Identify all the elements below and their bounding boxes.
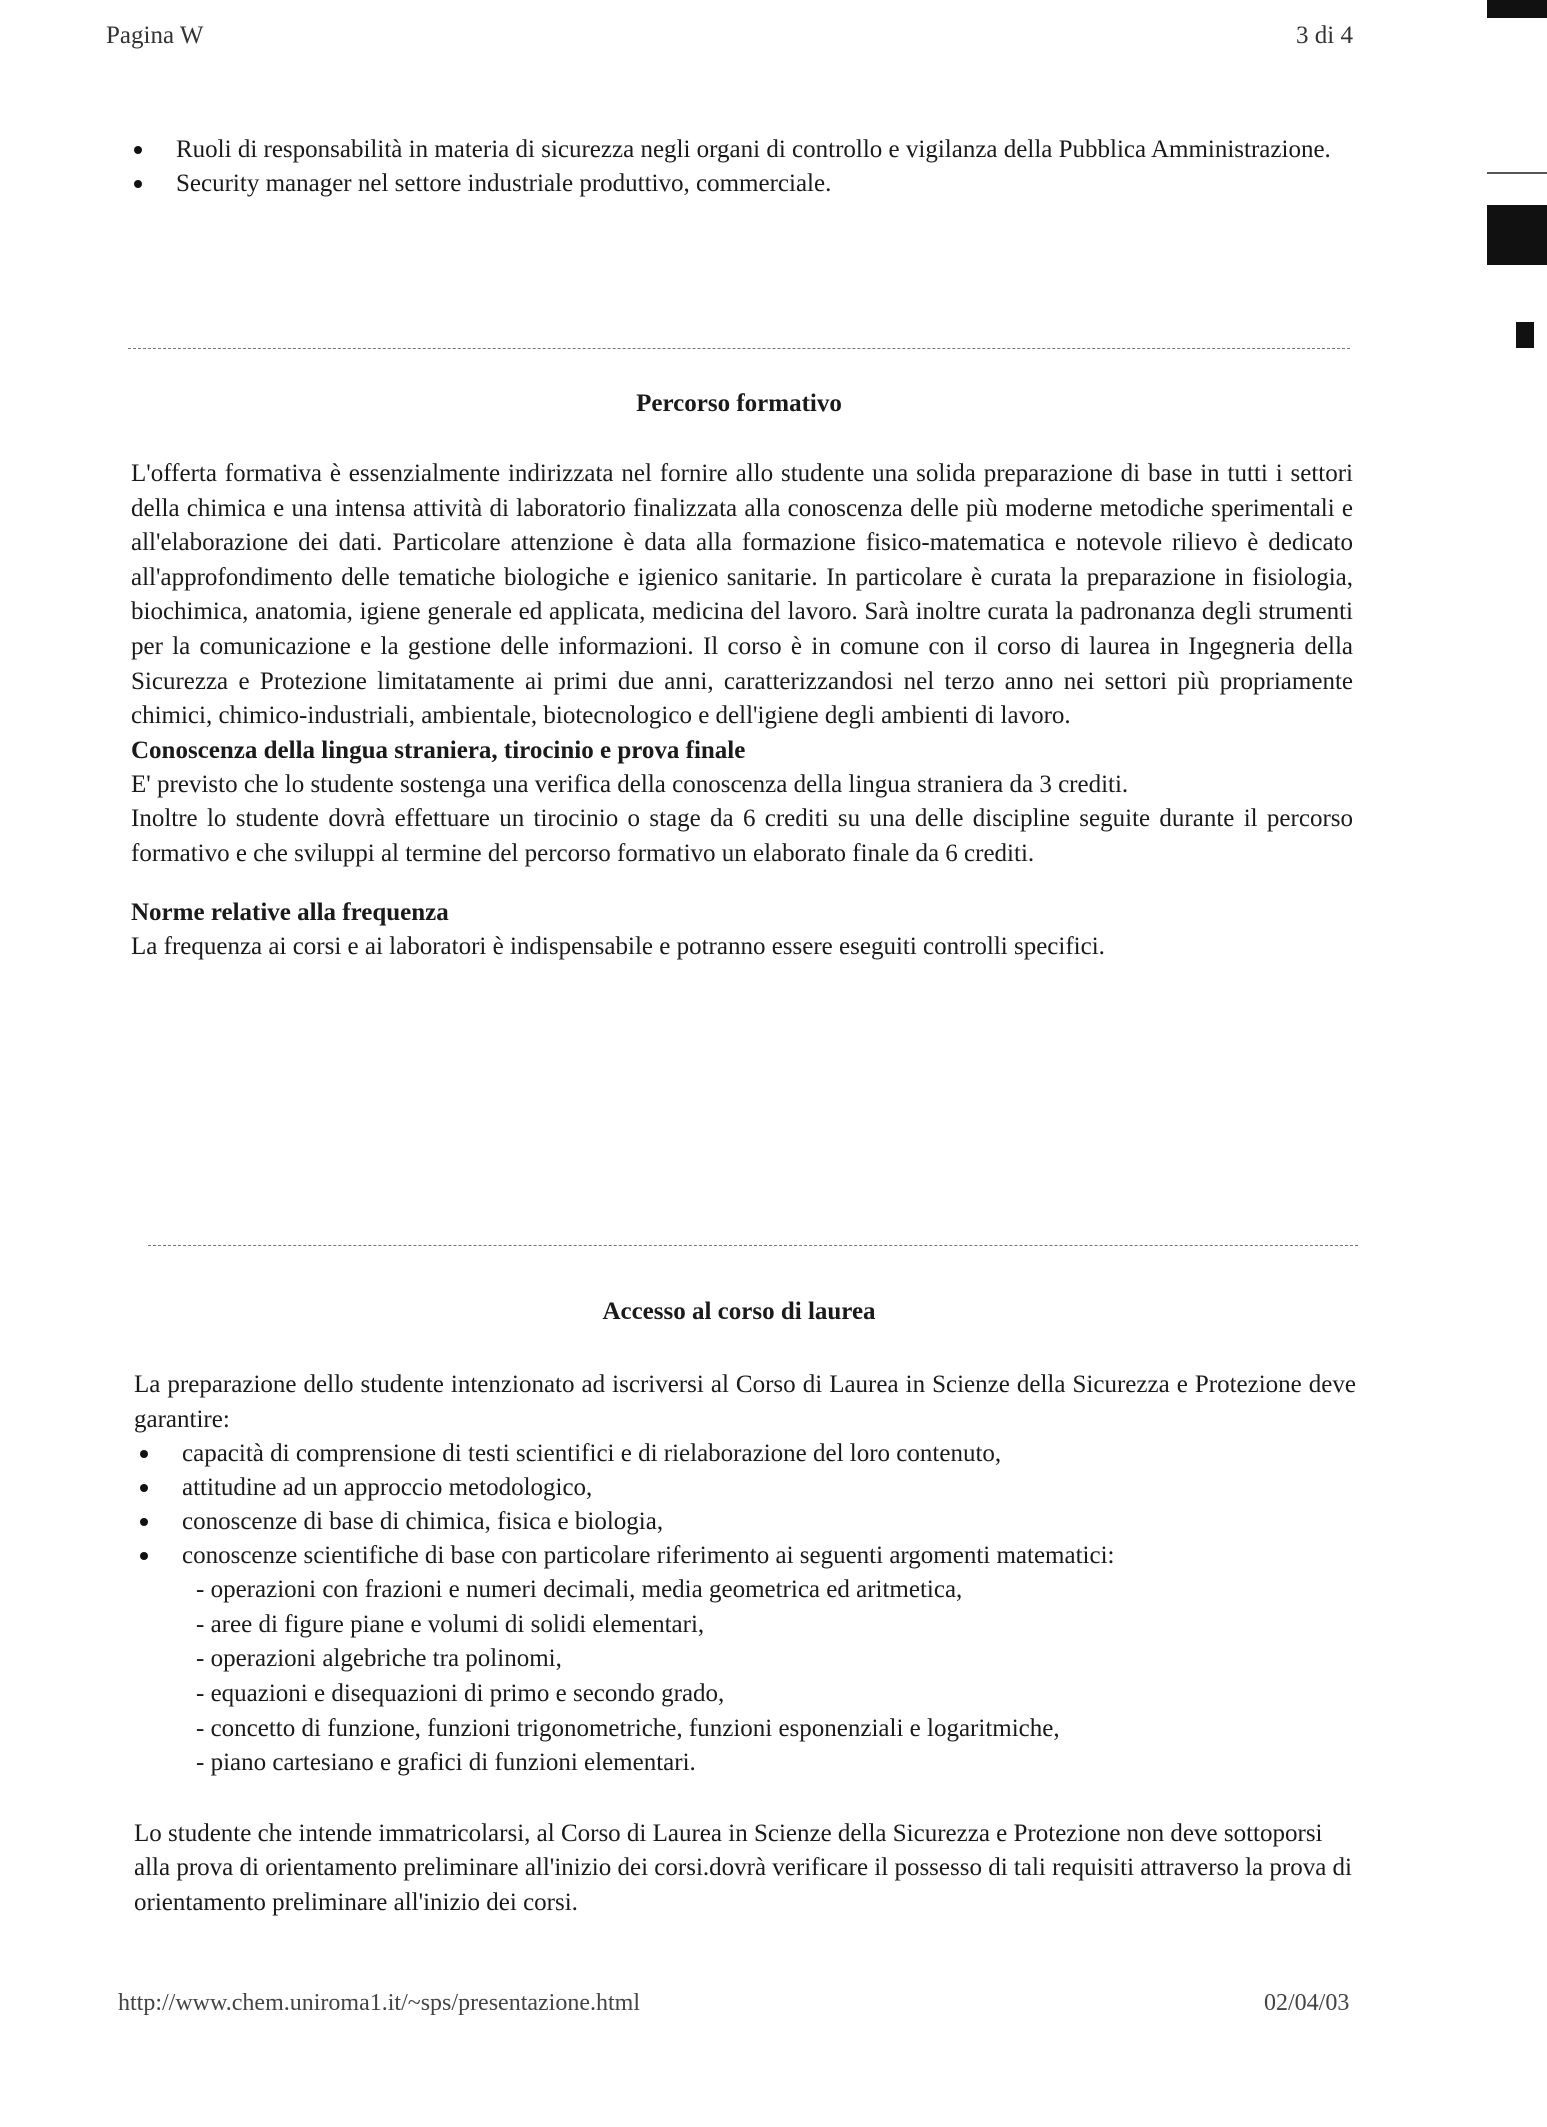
lingua-paragraph-2: Inoltre lo studente dovrà effettuare un tirocinio o stage da 6 crediti su una delle discipline seguite durante il percorso formativo e che sviluppi al termine del percorso formativo un elaborato finale da 6 crediti. [131, 805, 1353, 867]
footer-url: http://www.chem.uniroma1.it/~sps/presentazione.html [118, 1990, 640, 2016]
accesso-body [134, 1368, 1356, 1921]
intro-bullet-list [128, 133, 1358, 201]
intro-bullet-item: Ruoli di responsabilità in materia di sicurezza negli organi di controllo e vigilanza della Pubblica Amministrazione. [128, 133, 1358, 167]
lingua-paragraph-1: E' previsto che lo studente sostenga una verifica della conoscenza della lingua straniera da 3 crediti. [131, 770, 1129, 798]
scan-mark-top [1487, 0, 1547, 18]
accesso-bullet-item: capacità di comprensione di testi scientifici e di rielaborazione del loro contenuto, [134, 1437, 1356, 1471]
math-topic-item: - aree di figure piane e volumi di solidi elementari, [196, 1610, 705, 1638]
intro-bullet-item: Security manager nel settore industriale produttivo, commerciale. [128, 167, 1358, 201]
footer-date: 02/04/03 [1264, 1990, 1350, 2016]
math-topic-item: - operazioni con frazioni e numeri decimali, media geometrica ed aritmetica, [196, 1576, 963, 1604]
section-title-accesso: Accesso al corso di laurea [602, 1298, 876, 1325]
scan-mark-middle [1487, 205, 1547, 265]
math-topic-item: - operazioni algebriche tra polinomi, [196, 1645, 562, 1673]
frequenza-text: La frequenza ai corsi e ai laboratori è indispensabile e potranno essere eseguiti controlli specifici. [131, 932, 1105, 960]
math-topics-list [134, 1573, 1356, 1781]
frequenza-heading: Norme relative alla frequenza [131, 898, 449, 926]
page-number: 3 di 4 [1296, 22, 1353, 49]
scan-mark-small [1516, 322, 1534, 348]
accesso-bullet-item: conoscenze di base di chimica, fisica e biologia, [134, 1505, 1356, 1539]
section-divider [148, 1245, 1358, 1246]
accesso-bullet-list [134, 1437, 1356, 1573]
accesso-bullet-item: attitudine ad un approccio metodologico, [134, 1471, 1356, 1505]
percorso-body [131, 457, 1353, 964]
accesso-closing: Lo studente che intende immatricolarsi, al Corso di Laurea in Scienze della Sicurezza e Protezione non deve sottoporsi alla prova di orientamento preliminare all'inizio dei corsi.dovrà verificare il possesso di tali requisiti attraverso la prova di orientamento preliminare all'inizio dei corsi. [134, 1819, 1352, 1916]
accesso-intro: La preparazione dello studente intenzionato ad iscriversi al Corso di Laurea in Scienze della Sicurezza e Protezione deve garantire: [134, 1371, 1356, 1433]
percorso-paragraph: L'offerta formativa è essenzialmente indirizzata nel fornire allo studente una solida preparazione di base in tutti i settori della chimica e una intensa attività di laboratorio finalizzata alla conoscenza delle più moderne metodiche sperimentali e all'elaborazione dei dati. Particolare attenzione è data alla formazione fisico-matematica e notevole rilievo è dedicato all'approfondimento delle tematiche biologiche e igienico sanitarie. In particolare è curata la preparazione in fisiologia, biochimica, anatomia, igiene generale ed applicata, medicina del lavoro. Sarà inoltre curata la padronanza degli strumenti per la comunicazione e la gestione delle informazioni. Il corso è in comune con il corso di laurea in Ingegneria della Sicurezza e Protezione limitatamente ai primi due anni, caratterizzandosi nel terzo anno nei settori più propriamente chimici, chimico-industriali, ambientale, biotecnologico e dell'igiene degli ambienti di lavoro. [131, 460, 1353, 730]
math-topic-item: - equazioni e disequazioni di primo e secondo grado, [196, 1679, 725, 1707]
scan-line [1487, 172, 1547, 174]
accesso-bullet-item: conoscenze scientifiche di base con particolare riferimento ai seguenti argomenti matematici: [134, 1539, 1356, 1573]
math-topic-item: - concetto di funzione, funzioni trigonometriche, funzioni esponenziali e logaritmiche, [196, 1714, 1060, 1742]
math-topic-item: - piano cartesiano e grafici di funzioni elementari. [196, 1749, 696, 1777]
section-divider [128, 348, 1350, 349]
page-header-label: Pagina W [106, 22, 204, 49]
section-title-percorso: Percorso formativo [636, 390, 842, 417]
lingua-heading: Conoscenza della lingua straniera, tirocinio e prova finale [131, 736, 746, 764]
